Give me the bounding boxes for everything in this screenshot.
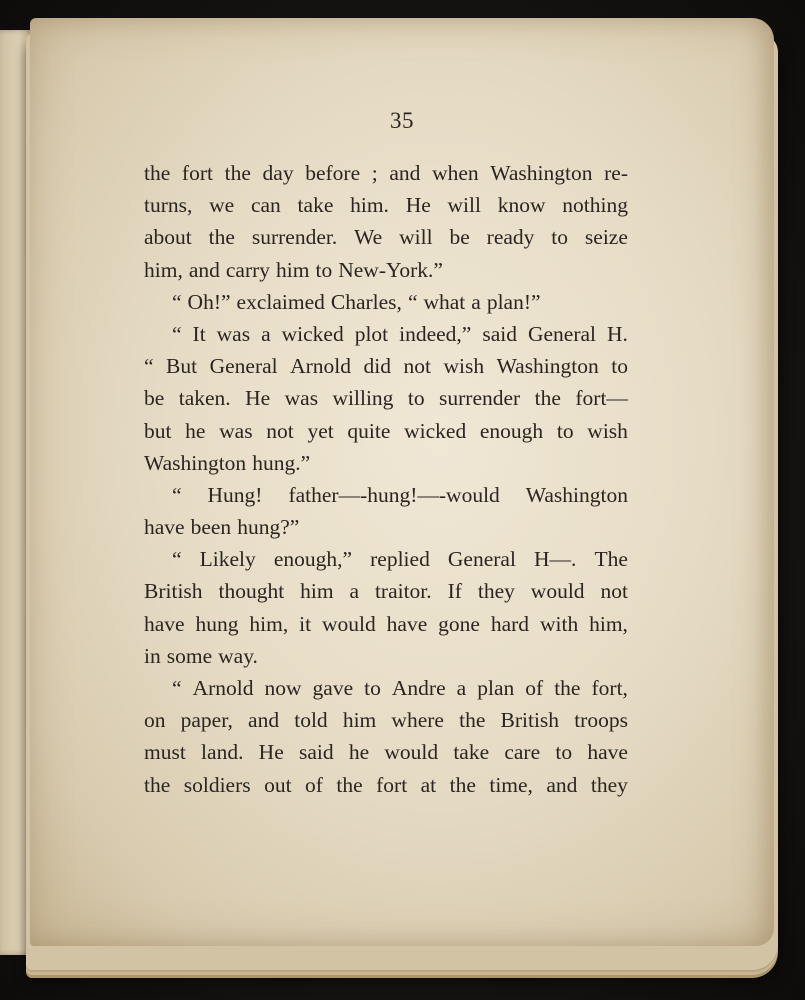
word: said xyxy=(482,321,517,346)
word: wish xyxy=(443,354,485,379)
word: Washington xyxy=(490,161,593,185)
word: we xyxy=(209,193,235,218)
text-line xyxy=(144,575,628,607)
word: He xyxy=(405,193,431,218)
word: him xyxy=(300,579,334,604)
text-line xyxy=(144,704,628,736)
word: care xyxy=(504,740,541,765)
word: in xyxy=(144,643,161,668)
word: would xyxy=(384,740,439,765)
word: him xyxy=(276,257,310,282)
word: nothing xyxy=(562,193,628,218)
word: Arnold xyxy=(192,676,254,700)
word: have xyxy=(144,515,185,540)
word: they xyxy=(477,579,515,604)
word: “ xyxy=(172,321,182,346)
word: the xyxy=(336,772,363,797)
word: replied xyxy=(370,547,430,572)
word: soldiers xyxy=(183,772,251,797)
word: a xyxy=(261,321,271,346)
word: gone xyxy=(438,611,480,636)
word: take xyxy=(297,193,334,218)
word: “ xyxy=(144,354,154,379)
word: H—. xyxy=(534,547,577,572)
word: it xyxy=(299,611,312,636)
word: indeed,” xyxy=(399,321,472,346)
word: He xyxy=(258,740,284,765)
word: He xyxy=(245,386,271,411)
word: to xyxy=(555,740,573,765)
word: thought xyxy=(218,579,285,604)
word: will xyxy=(399,225,433,250)
word: he xyxy=(185,418,206,443)
word: traitor. xyxy=(374,579,432,604)
word: know xyxy=(497,193,546,218)
word: seize xyxy=(584,225,628,250)
word: fort, xyxy=(591,676,628,700)
word: about xyxy=(144,225,192,250)
page-number: 35 xyxy=(390,108,414,133)
word: and xyxy=(546,772,578,797)
word: wish xyxy=(587,418,628,443)
word: him xyxy=(342,708,377,733)
word: be xyxy=(144,386,165,411)
word: him, xyxy=(144,257,183,282)
text-line xyxy=(144,254,628,286)
text-line xyxy=(144,318,628,350)
word: enough xyxy=(479,418,544,443)
word: him. xyxy=(350,193,389,218)
word: fort xyxy=(181,161,213,185)
word: the xyxy=(144,772,171,797)
text-line xyxy=(144,415,628,447)
word: It xyxy=(192,321,206,346)
word: Washington xyxy=(525,482,628,507)
word: a xyxy=(471,289,481,314)
word: at xyxy=(420,772,437,797)
text-line xyxy=(144,736,628,768)
word: of xyxy=(525,676,544,700)
word: Charles, xyxy=(330,289,402,314)
word: Arnold xyxy=(290,354,352,379)
word: him, xyxy=(249,611,289,636)
book-page xyxy=(30,18,774,946)
word: take xyxy=(453,740,490,765)
word: be xyxy=(449,225,470,250)
word: what xyxy=(423,289,466,314)
word: a xyxy=(349,579,360,604)
word: hung.” xyxy=(252,450,311,475)
word: “ xyxy=(172,547,182,572)
text-line xyxy=(144,769,628,801)
word: not xyxy=(266,418,294,443)
word: General xyxy=(527,321,597,346)
page-text xyxy=(144,157,628,801)
text-line xyxy=(144,608,628,640)
word: was xyxy=(284,386,319,411)
word: If xyxy=(447,579,462,604)
word: fort— xyxy=(575,386,628,411)
word: the xyxy=(208,225,235,250)
word: turns, xyxy=(144,193,193,218)
word: But xyxy=(166,354,198,379)
word: to xyxy=(611,354,628,379)
word: did xyxy=(363,354,392,379)
text-line xyxy=(144,350,628,382)
word: was xyxy=(219,418,253,443)
word: way. xyxy=(218,643,258,668)
word: Washington xyxy=(496,354,599,379)
word: father—-hung!—-would xyxy=(288,482,500,507)
word: to xyxy=(315,257,333,282)
word: The xyxy=(594,547,628,572)
word: the xyxy=(449,772,476,797)
word: land. xyxy=(201,740,244,765)
word: Washington xyxy=(144,450,247,475)
word: hung?” xyxy=(237,515,300,540)
word: would xyxy=(322,611,376,636)
word: and xyxy=(248,708,280,733)
word: Hung! xyxy=(207,482,263,507)
word: fort xyxy=(376,772,408,797)
word: paper, xyxy=(180,708,233,733)
word: when xyxy=(432,161,479,185)
word: British xyxy=(500,708,560,733)
word: must xyxy=(144,740,186,765)
word: of xyxy=(305,772,323,797)
text-line xyxy=(144,640,628,672)
text-line xyxy=(144,157,628,189)
word: hung xyxy=(195,611,239,636)
word: willing xyxy=(332,386,394,411)
word: he xyxy=(348,740,370,765)
word: now xyxy=(264,676,302,700)
word: surrender. xyxy=(251,225,338,250)
word: plot xyxy=(354,321,389,346)
word: taken. xyxy=(178,386,231,411)
word: the xyxy=(459,708,486,733)
word: would xyxy=(530,579,585,604)
word: We xyxy=(354,225,383,250)
word: was xyxy=(216,321,251,346)
text-line xyxy=(144,543,628,575)
text-line xyxy=(144,286,628,318)
word: with xyxy=(539,611,579,636)
text-line xyxy=(144,511,628,543)
word: they xyxy=(590,772,628,797)
word: General xyxy=(209,354,278,379)
word: “ xyxy=(172,482,182,507)
word: “ xyxy=(172,289,182,314)
word: will xyxy=(447,193,481,218)
word: plan!” xyxy=(486,289,541,314)
word: New-York.” xyxy=(338,257,443,282)
word: been xyxy=(190,515,232,540)
word: and xyxy=(389,161,421,185)
word: on xyxy=(144,708,166,733)
word: Andre xyxy=(391,676,446,700)
word: have xyxy=(144,611,185,636)
word: gave xyxy=(312,676,354,700)
word: day xyxy=(262,161,294,185)
word: “ xyxy=(407,289,418,314)
word: “ xyxy=(172,676,182,700)
word: not xyxy=(600,579,628,604)
text-line xyxy=(144,189,628,221)
word: troops xyxy=(574,708,628,733)
word: surrender xyxy=(439,386,521,411)
word: where xyxy=(391,708,444,733)
word: said xyxy=(298,740,334,765)
text-line xyxy=(144,382,628,414)
word: before xyxy=(305,161,361,185)
word: re- xyxy=(604,161,628,185)
word: Oh!” xyxy=(187,289,231,314)
word: a xyxy=(456,676,467,700)
word: enough,” xyxy=(273,547,353,572)
word: the xyxy=(554,676,581,700)
text-line xyxy=(144,221,628,253)
word: yet xyxy=(307,418,334,443)
word: ; xyxy=(371,161,378,185)
word: British xyxy=(144,579,203,604)
word: not xyxy=(403,354,431,379)
word: but xyxy=(144,418,172,443)
word: time, xyxy=(489,772,533,797)
word: to xyxy=(556,418,574,443)
word: him, xyxy=(589,611,628,636)
word: can xyxy=(250,193,281,218)
word: told xyxy=(294,708,328,733)
word: H. xyxy=(607,321,628,346)
word: and xyxy=(188,257,220,282)
word: quite xyxy=(347,418,391,443)
word: the xyxy=(144,161,171,185)
word: the xyxy=(224,161,251,185)
word: have xyxy=(386,611,428,636)
word: wicked xyxy=(281,321,344,346)
word: ready xyxy=(486,225,535,250)
word: to xyxy=(551,225,569,250)
text-line xyxy=(144,672,628,704)
word: to xyxy=(407,386,425,411)
word: have xyxy=(587,740,628,765)
word: Likely xyxy=(199,547,256,572)
word: out xyxy=(264,772,292,797)
word: carry xyxy=(225,257,271,282)
word: some xyxy=(166,643,213,668)
text-line xyxy=(144,479,628,511)
word: General xyxy=(447,547,516,572)
word: wicked xyxy=(404,418,467,443)
text-line xyxy=(144,447,628,479)
word: plan xyxy=(477,676,515,700)
word: to xyxy=(364,676,381,700)
word: the xyxy=(534,386,561,411)
word: hard xyxy=(490,611,530,636)
word: exclaimed xyxy=(236,289,325,314)
